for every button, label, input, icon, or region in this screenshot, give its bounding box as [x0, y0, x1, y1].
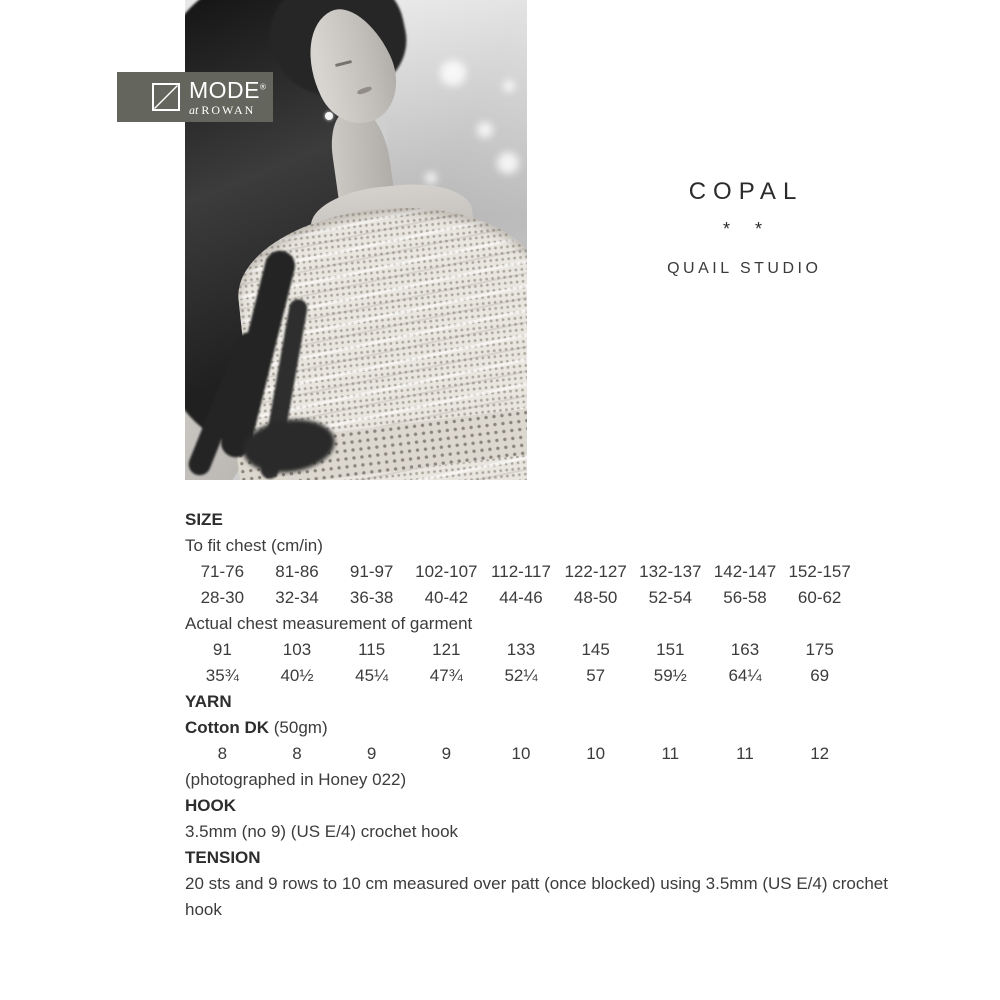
size-table-cell: 152-157: [788, 562, 851, 581]
yarn-weight: (50gm): [269, 718, 328, 737]
size-table-cell: 40½: [280, 666, 314, 685]
size-table-cell: 69: [810, 666, 830, 685]
size-table-cell: 9: [366, 744, 377, 763]
logo-brand-name: MODE®: [189, 76, 267, 103]
size-table-cell: 112-117: [491, 562, 551, 581]
size-table-cell: 57: [586, 666, 606, 685]
yarn-heading: YARN: [185, 692, 232, 711]
size-table-cell: 142-147: [713, 562, 777, 581]
actual-chest-in-row: [185, 663, 857, 689]
square-diagonal-icon: [152, 83, 180, 111]
fit-chest-in-row: [185, 585, 857, 611]
yarn-line: [185, 715, 897, 741]
bokeh-highlight: [440, 60, 466, 86]
pattern-title: COPAL: [688, 178, 804, 205]
fit-chest-cm-row: [185, 559, 857, 585]
size-table-cell: 102-107: [415, 562, 478, 581]
logo-sub-brand: at ROWAN: [189, 102, 256, 117]
size-table-cell: 133: [506, 640, 536, 659]
hook-text: 3.5mm (no 9) (US E/4) crochet hook: [185, 822, 459, 841]
bokeh-highlight: [477, 122, 493, 138]
size-table-cell: 91: [212, 640, 232, 659]
size-table-cell: 145: [581, 640, 610, 659]
size-table-cell: 36-38: [349, 588, 394, 607]
yarn-note: (photographed in Honey 022): [185, 770, 407, 789]
size-table-cell: 56-58: [723, 588, 767, 607]
size-table-cell: 44-46: [499, 588, 543, 607]
size-table-cell: 28-30: [200, 588, 245, 607]
yarn-quantities-row: [185, 741, 857, 767]
tension-text: 20 sts and 9 rows to 10 cm measured over patt (once blocked) using 3.5mm (US E/4) crochet hook: [185, 874, 888, 919]
size-table-cell: 175: [805, 640, 834, 659]
size-table-cell: 11: [736, 744, 754, 763]
difficulty-stars: * *: [722, 219, 772, 239]
size-table-cell: 35¾: [205, 666, 239, 685]
size-table-cell: 91-97: [349, 562, 394, 581]
hook-heading: HOOK: [185, 796, 236, 815]
size-table-cell: 40-42: [424, 588, 469, 607]
size-table-cell: 122-127: [564, 562, 627, 581]
designer-name: QUAIL STUDIO: [667, 260, 822, 277]
actual-chest-label: Actual chest measurement of garment: [185, 614, 473, 633]
bokeh-highlight: [425, 172, 437, 184]
size-table-cell: 12: [810, 744, 830, 763]
size-table-cell: 71-76: [200, 562, 245, 581]
bokeh-highlight: [503, 80, 515, 92]
logo-text: [189, 76, 267, 117]
size-table-cell: 10: [511, 744, 531, 763]
pattern-details: [185, 507, 897, 923]
size-table-cell: 60-62: [797, 588, 842, 607]
size-table-cell: 32-34: [275, 588, 319, 607]
title-block: [625, 178, 860, 278]
size-table-cell: 8: [292, 744, 302, 763]
bokeh-highlight: [497, 152, 519, 174]
model-earring: [325, 112, 333, 120]
actual-chest-cm-row: [185, 637, 857, 663]
size-table-cell: 151: [656, 640, 685, 659]
size-table-cell: 132-137: [639, 562, 702, 581]
registered-mark: ®: [260, 81, 267, 91]
size-table-cell: 81-86: [275, 562, 319, 581]
size-table-cell: 47¾: [429, 666, 463, 685]
size-table-cell: 52¼: [504, 666, 538, 685]
size-table-cell: 59½: [653, 666, 687, 685]
size-table-cell: 163: [730, 640, 760, 659]
tension-heading: TENSION: [185, 848, 261, 867]
size-table-cell: 9: [441, 744, 452, 763]
size-table-cell: 11: [661, 744, 680, 763]
size-table-cell: 64¼: [728, 666, 762, 685]
size-table-cell: 48-50: [573, 588, 618, 607]
size-table-cell: 10: [586, 744, 606, 763]
size-table-cell: 115: [358, 640, 386, 659]
size-table-cell: 8: [217, 744, 228, 763]
fit-chest-label: To fit chest (cm/in): [185, 536, 323, 555]
size-table-cell: 52-54: [648, 588, 693, 607]
size-table-cell: 121: [432, 640, 461, 659]
size-table-cell: 45¼: [355, 666, 389, 685]
mode-at-rowan-logo: [117, 72, 273, 122]
yarn-name: Cotton DK: [185, 718, 270, 737]
size-table-cell: 103: [282, 640, 312, 659]
size-heading: SIZE: [185, 510, 223, 529]
